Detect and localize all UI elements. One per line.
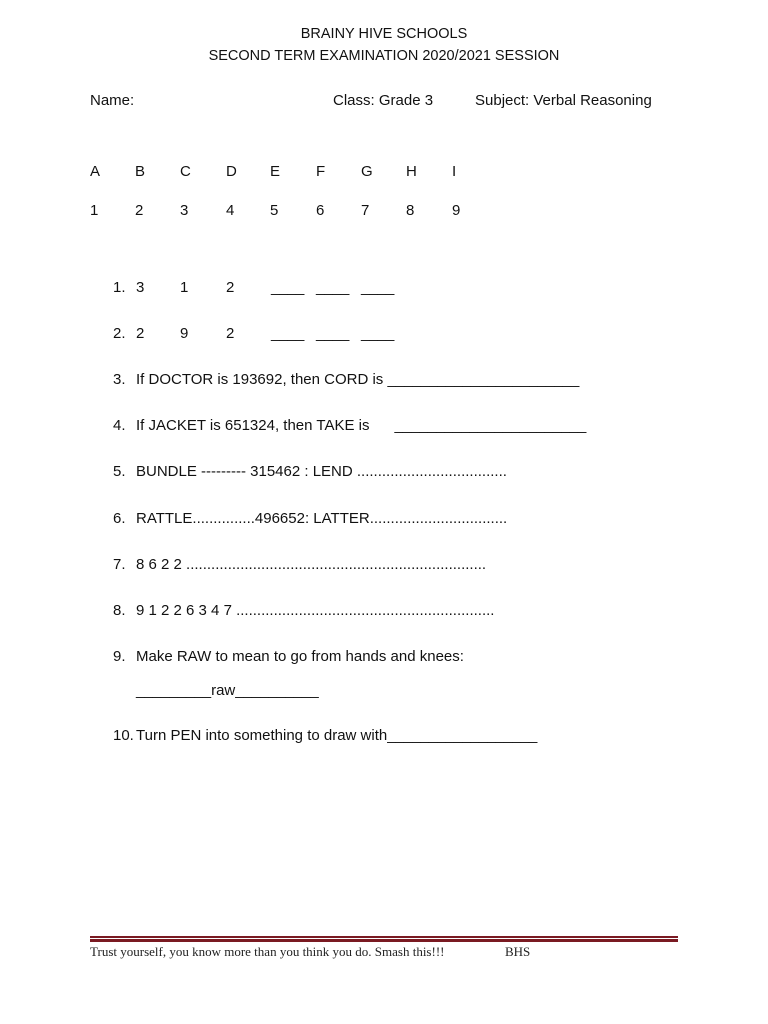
footer-motto: Trust yourself, you know more than you think you do. Smash this!!! [90, 944, 445, 959]
name-label: Name: [90, 92, 135, 109]
answer-blank: ____ [316, 279, 350, 296]
cipher-number: 7 [361, 202, 370, 219]
question-part: 9 [180, 325, 189, 342]
answer-blank: ____ [271, 279, 305, 296]
cipher-letter: F [316, 163, 326, 180]
cipher-letter: E [270, 163, 281, 180]
question-number: 1. [113, 279, 126, 296]
question-text: 9 1 2 2 6 3 4 7 .............................................................. [136, 602, 495, 619]
exam-title: SECOND TERM EXAMINATION 2020/2021 SESSION [208, 48, 560, 64]
question-text: Turn PEN into something to draw with__________________ [136, 727, 538, 744]
question-part: 1 [180, 279, 189, 296]
question-part: 2 [226, 325, 235, 342]
footer-rule-thin [90, 936, 678, 938]
question-answer-line: _________raw__________ [136, 682, 319, 699]
class-label: Class: Grade 3 [333, 92, 434, 109]
question-text: BUNDLE --------- 315462 : LEND .................................... [136, 463, 507, 480]
question-text: If JACKET is 651324, then TAKE is _______________________ [136, 417, 587, 434]
question-number: 6. [113, 510, 126, 527]
cipher-number: 4 [226, 202, 235, 219]
subject-label: Subject: Verbal Reasoning [475, 92, 652, 109]
question-part: 3 [136, 279, 145, 296]
question-number: 3. [113, 371, 126, 388]
cipher-number: 5 [270, 202, 279, 219]
question-text: 8 6 2 2 ........................................................................ [136, 556, 487, 573]
footer-initials: BHS [505, 944, 531, 959]
cipher-letter: B [135, 163, 146, 180]
question-number: 5. [113, 463, 126, 480]
question-number: 8. [113, 602, 126, 619]
answer-blank: ____ [316, 325, 350, 342]
question-number: 7. [113, 556, 126, 573]
question-number: 4. [113, 417, 126, 434]
cipher-letter: H [406, 163, 417, 180]
cipher-number: 9 [452, 202, 461, 219]
cipher-number: 8 [406, 202, 415, 219]
cipher-letter: D [226, 163, 237, 180]
question-part: 2 [226, 279, 235, 296]
question-text: If DOCTOR is 193692, then CORD is _______________________ [136, 371, 580, 388]
footer-rule-thick [90, 939, 678, 942]
question-text: Make RAW to mean to go from hands and knees: [136, 648, 464, 665]
answer-blank: ____ [271, 325, 305, 342]
question-text: RATTLE...............496652: LATTER................................. [136, 510, 508, 527]
cipher-letter: G [361, 163, 373, 180]
cipher-number: 6 [316, 202, 325, 219]
cipher-letter: I [452, 163, 457, 180]
cipher-number: 2 [135, 202, 144, 219]
answer-blank: ____ [361, 279, 395, 296]
cipher-number: 3 [180, 202, 189, 219]
cipher-number: 1 [90, 202, 99, 219]
cipher-letter: A [90, 163, 101, 180]
question-number: 9. [113, 648, 126, 665]
question-number: 2. [113, 325, 126, 342]
answer-blank: ____ [361, 325, 395, 342]
question-part: 2 [136, 325, 145, 342]
cipher-letter: C [180, 163, 191, 180]
school-name: BRAINY HIVE SCHOOLS [300, 26, 468, 42]
question-number: 10. [113, 727, 134, 744]
